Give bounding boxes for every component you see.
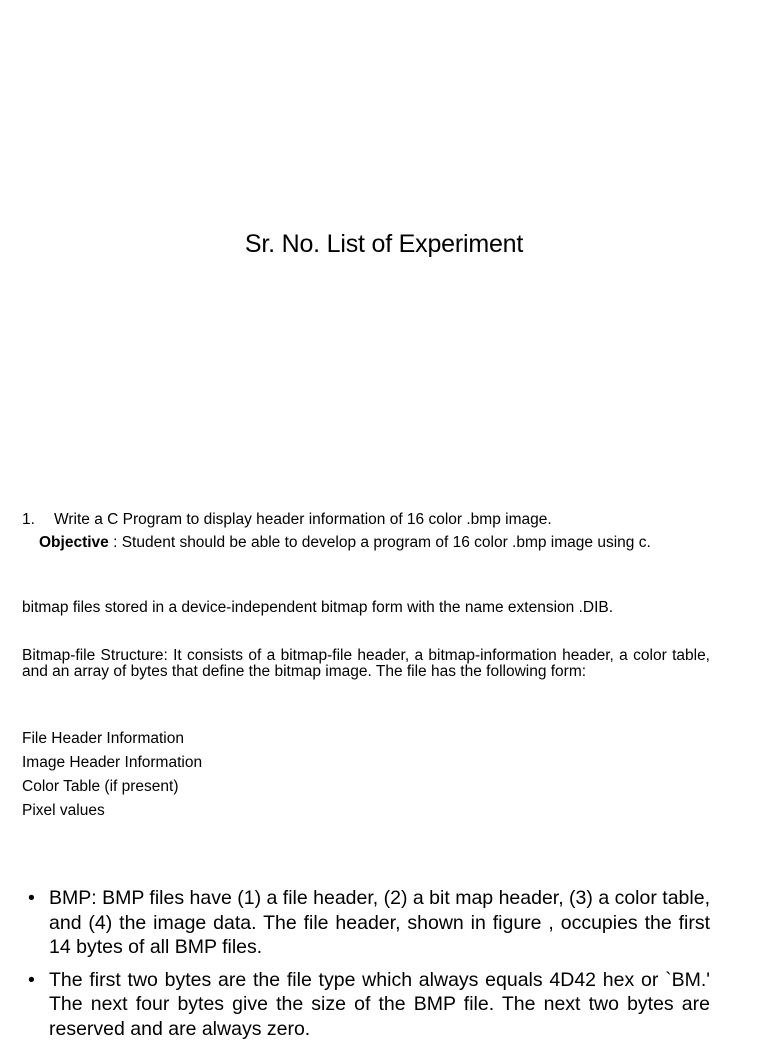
objective-text: : Student should be able to develop a program of 16 color .bmp image using c. — [108, 534, 651, 551]
bullet-text: The first two bytes are the file type which always equals 4D42 hex or `BM.' The next four bytes give the size of the BMP file. The next two bytes are reserved and are always zero. — [49, 968, 710, 1040]
bullet-icon: • — [28, 968, 35, 991]
objective-paragraph — [22, 535, 710, 551]
page-title: Sr. No. List of Experiment — [244, 230, 524, 258]
experiment-text: Write a C Program to display header information of 16 color .bmp image. — [54, 511, 552, 528]
list-item: Image Header Information — [22, 754, 203, 771]
bullet-text: BMP: BMP files have (1) a file header, (2) a bit map header, (3) a color table, and (4) the image data. The file header, shown in figure , occupies the first 14 bytes of all BMP files. — [49, 887, 710, 958]
objective-label: Objective — [39, 534, 109, 551]
list-item: File Header Information — [22, 730, 184, 747]
bullet-icon: • — [28, 887, 35, 909]
bullet-item — [28, 886, 710, 960]
dib-paragraph: bitmap files stored in a device-independent bitmap form with the name extension .DIB. — [22, 599, 614, 616]
bullet-item — [28, 968, 710, 1042]
bullet-list — [28, 886, 710, 1049]
structure-paragraph: Bitmap-file Structure: It consists of a bitmap-file header, a bitmap-information header, a color table, and an array of bytes that define the bitmap image. The file has the following form: — [22, 647, 710, 680]
experiment-item — [22, 510, 710, 530]
list-item: Color Table (if present) — [22, 778, 179, 795]
list-item: Pixel values — [22, 802, 105, 819]
file-form-list — [22, 727, 710, 823]
experiment-number: 1. — [22, 511, 35, 528]
